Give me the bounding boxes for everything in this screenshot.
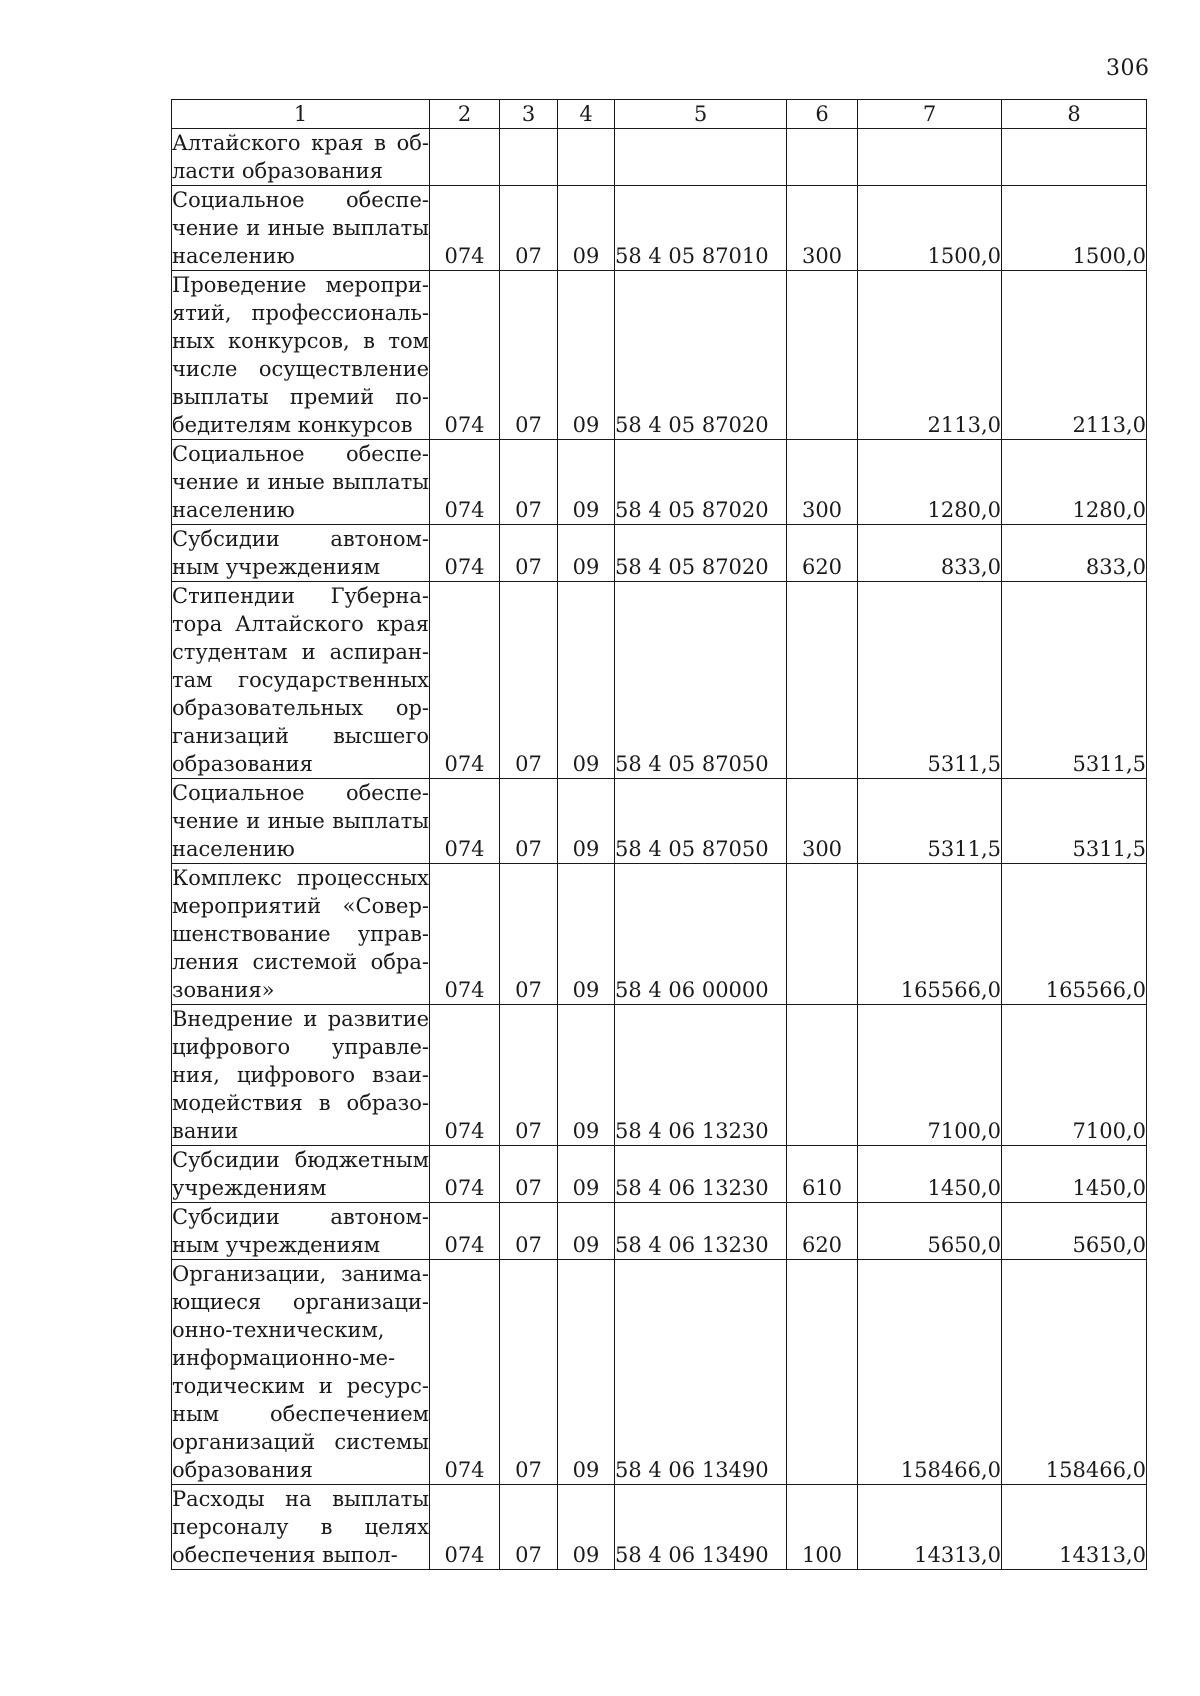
header-col-5: 5: [615, 100, 787, 129]
row-name-line: Алтайского края в об-: [172, 131, 429, 155]
table-row: [172, 1485, 1147, 1570]
row-col7-cell: 5650,0: [858, 1203, 1002, 1260]
row-col6-cell: 300: [787, 186, 858, 271]
row-col2-cell: 074: [430, 525, 500, 582]
row-name-line: персоналу в целях: [172, 1515, 429, 1539]
row-col6-cell: 610: [787, 1146, 858, 1203]
row-name-line: ным учреждениям: [172, 1233, 381, 1257]
table-row: [172, 1260, 1147, 1485]
row-col8-cell: 14313,0: [1002, 1485, 1147, 1570]
row-col4-cell: 09: [558, 1485, 615, 1570]
row-col6-cell: 620: [787, 1203, 858, 1260]
row-col7-cell: [858, 129, 1002, 186]
row-col7-cell: 1500,0: [858, 186, 1002, 271]
row-col2-cell: 074: [430, 1260, 500, 1485]
row-col6-cell: [787, 271, 858, 440]
row-name-line: населению: [172, 244, 295, 268]
row-name-line: чение и иные выплаты: [172, 216, 429, 240]
row-name-line: студентам и аспиран-: [172, 640, 429, 664]
row-name-cell: [172, 779, 430, 864]
row-name-line: чение и иные выплаты: [172, 470, 429, 494]
row-col5-cell: 58 4 06 13230: [615, 1203, 787, 1260]
row-col4-cell: 09: [558, 271, 615, 440]
row-name-line: Внедрение и развитие: [172, 1007, 429, 1031]
row-col5-cell: 58 4 05 87020: [615, 525, 787, 582]
row-col3-cell: 07: [500, 582, 558, 779]
row-col4-cell: 09: [558, 186, 615, 271]
row-name-line: Субсидии автоном-: [172, 1205, 429, 1229]
row-name-line: тодическим и ресурс-: [172, 1374, 429, 1398]
table-row: [172, 1146, 1147, 1203]
row-name-line: чение и иные выплаты: [172, 809, 429, 833]
row-col7-cell: 833,0: [858, 525, 1002, 582]
row-col3-cell: 07: [500, 1146, 558, 1203]
row-col2-cell: 074: [430, 1203, 500, 1260]
row-name-line: Организации, занима-: [172, 1262, 429, 1286]
row-name-line: обеспечения выпол-: [172, 1543, 398, 1567]
row-name-line: Расходы на выплаты: [172, 1487, 429, 1511]
row-name-line: выплаты премий по-: [172, 385, 429, 409]
row-name-cell: [172, 1260, 430, 1485]
row-col2-cell: 074: [430, 186, 500, 271]
table-row: [172, 582, 1147, 779]
row-col7-cell: 7100,0: [858, 1005, 1002, 1146]
row-name-cell: [172, 271, 430, 440]
row-name-line: Социальное обеспе-: [172, 442, 429, 466]
row-col4-cell: 09: [558, 864, 615, 1005]
row-col8-cell: 165566,0: [1002, 864, 1147, 1005]
row-col7-cell: 158466,0: [858, 1260, 1002, 1485]
row-col2-cell: 074: [430, 440, 500, 525]
row-col2-cell: 074: [430, 1146, 500, 1203]
row-name-line: учреждениям: [172, 1176, 327, 1200]
row-name-line: Социальное обеспе-: [172, 188, 429, 212]
row-name-line: тора Алтайского края: [172, 612, 429, 636]
row-col2-cell: 074: [430, 1485, 500, 1570]
row-col5-cell: [615, 129, 787, 186]
row-col3-cell: 07: [500, 271, 558, 440]
row-name-line: цифрового управле-: [172, 1035, 429, 1059]
row-col6-cell: [787, 1005, 858, 1146]
row-col8-cell: 1450,0: [1002, 1146, 1147, 1203]
row-name-cell: [172, 440, 430, 525]
row-col6-cell: 620: [787, 525, 858, 582]
row-name-line: населению: [172, 498, 295, 522]
row-col4-cell: 09: [558, 779, 615, 864]
table-row: [172, 1005, 1147, 1146]
row-name-line: Социальное обеспе-: [172, 781, 429, 805]
row-col3-cell: 07: [500, 1203, 558, 1260]
row-col7-cell: 1450,0: [858, 1146, 1002, 1203]
row-name-cell: [172, 1485, 430, 1570]
row-col8-cell: [1002, 129, 1147, 186]
row-col3-cell: 07: [500, 1260, 558, 1485]
row-col2-cell: 074: [430, 1005, 500, 1146]
row-name-line: информационно-ме-: [172, 1346, 396, 1370]
row-col4-cell: 09: [558, 582, 615, 779]
row-col6-cell: [787, 864, 858, 1005]
row-col8-cell: 7100,0: [1002, 1005, 1147, 1146]
row-name-line: ятий, профессиональ-: [172, 301, 429, 325]
row-col3-cell: 07: [500, 525, 558, 582]
table-row: [172, 864, 1147, 1005]
row-name-line: ным обеспечением: [172, 1402, 429, 1426]
row-col7-cell: 1280,0: [858, 440, 1002, 525]
row-col5-cell: 58 4 06 00000: [615, 864, 787, 1005]
row-name-cell: [172, 1146, 430, 1203]
budget-table: [171, 99, 1147, 1570]
row-name-line: ния, цифрового взаи-: [172, 1063, 429, 1087]
row-col8-cell: 158466,0: [1002, 1260, 1147, 1485]
header-col-3: 3: [500, 100, 558, 129]
row-col3-cell: 07: [500, 440, 558, 525]
row-col2-cell: 074: [430, 779, 500, 864]
row-col6-cell: 100: [787, 1485, 858, 1570]
row-name-line: образования: [172, 752, 313, 776]
header-col-8: 8: [1002, 100, 1147, 129]
row-name-cell: [172, 186, 430, 271]
row-name-line: Стипендии Губерна-: [172, 584, 429, 608]
row-col6-cell: [787, 129, 858, 186]
row-col8-cell: 833,0: [1002, 525, 1147, 582]
row-col5-cell: 58 4 06 13230: [615, 1005, 787, 1146]
table-row: [172, 271, 1147, 440]
row-col6-cell: [787, 582, 858, 779]
row-col3-cell: 07: [500, 186, 558, 271]
row-name-line: шенствование управ-: [172, 922, 429, 946]
row-col8-cell: 5311,5: [1002, 779, 1147, 864]
row-col4-cell: 09: [558, 525, 615, 582]
row-name-line: числе осуществление: [172, 357, 429, 381]
row-col4-cell: 09: [558, 1146, 615, 1203]
row-name-cell: [172, 525, 430, 582]
table-header-row: [172, 100, 1147, 129]
row-col2-cell: 074: [430, 864, 500, 1005]
row-col7-cell: 5311,5: [858, 779, 1002, 864]
row-col2-cell: [430, 129, 500, 186]
row-col3-cell: [500, 129, 558, 186]
row-col2-cell: 074: [430, 582, 500, 779]
row-col5-cell: 58 4 05 87050: [615, 779, 787, 864]
row-name-line: Комплекс процессных: [172, 866, 429, 890]
row-col4-cell: [558, 129, 615, 186]
row-col4-cell: 09: [558, 440, 615, 525]
row-col5-cell: 58 4 05 87050: [615, 582, 787, 779]
row-name-line: ных конкурсов, в том: [172, 329, 429, 353]
header-col-6: 6: [787, 100, 858, 129]
table-row: [172, 186, 1147, 271]
row-col8-cell: 5650,0: [1002, 1203, 1147, 1260]
row-col8-cell: 5311,5: [1002, 582, 1147, 779]
row-col3-cell: 07: [500, 1005, 558, 1146]
row-name-line: модействия в образо-: [172, 1091, 429, 1115]
row-name-line: онно-техническим,: [172, 1318, 385, 1342]
row-col5-cell: 58 4 06 13490: [615, 1485, 787, 1570]
row-col5-cell: 58 4 05 87010: [615, 186, 787, 271]
row-name-line: ления системой обра-: [172, 950, 429, 974]
row-name-cell: [172, 1005, 430, 1146]
row-col3-cell: 07: [500, 779, 558, 864]
row-name-line: ганизаций высшего: [172, 724, 429, 748]
row-name-line: образования: [172, 1458, 313, 1482]
row-col4-cell: 09: [558, 1203, 615, 1260]
row-col2-cell: 074: [430, 271, 500, 440]
row-name-line: ласти образования: [172, 159, 383, 183]
row-col6-cell: 300: [787, 779, 858, 864]
row-col7-cell: 5311,5: [858, 582, 1002, 779]
row-name-cell: [172, 864, 430, 1005]
row-col3-cell: 07: [500, 864, 558, 1005]
header-col-2: 2: [430, 100, 500, 129]
row-name-line: Субсидии бюджетным: [172, 1148, 429, 1172]
page-number: 306: [1106, 56, 1150, 81]
row-name-line: ным учреждениям: [172, 555, 381, 579]
row-name-line: образовательных ор-: [172, 696, 429, 720]
row-col4-cell: 09: [558, 1260, 615, 1485]
row-col7-cell: 165566,0: [858, 864, 1002, 1005]
row-name-line: зования»: [172, 978, 275, 1002]
row-col6-cell: [787, 1260, 858, 1485]
row-name-line: населению: [172, 837, 295, 861]
row-col5-cell: 58 4 06 13490: [615, 1260, 787, 1485]
row-name-line: бедителям конкурсов: [172, 413, 413, 437]
row-col8-cell: 1500,0: [1002, 186, 1147, 271]
table-row: [172, 129, 1147, 186]
row-name-line: там государственных: [172, 668, 429, 692]
row-col5-cell: 58 4 05 87020: [615, 271, 787, 440]
row-name-line: Субсидии автоном-: [172, 527, 429, 551]
row-col7-cell: 14313,0: [858, 1485, 1002, 1570]
row-name-cell: [172, 582, 430, 779]
row-col4-cell: 09: [558, 1005, 615, 1146]
row-name-line: мероприятий «Совер-: [172, 894, 429, 918]
table-row: [172, 1203, 1147, 1260]
row-name-line: ющиеся организаци-: [172, 1290, 429, 1314]
row-col5-cell: 58 4 06 13230: [615, 1146, 787, 1203]
table-row: [172, 525, 1147, 582]
row-name-line: Проведение меропри-: [172, 273, 429, 297]
table-row: [172, 440, 1147, 525]
table-body: [172, 129, 1147, 1570]
row-name-line: вании: [172, 1119, 239, 1143]
row-name-cell: [172, 129, 430, 186]
row-col5-cell: 58 4 05 87020: [615, 440, 787, 525]
row-col6-cell: 300: [787, 440, 858, 525]
row-col8-cell: 1280,0: [1002, 440, 1147, 525]
row-col3-cell: 07: [500, 1485, 558, 1570]
header-col-7: 7: [858, 100, 1002, 129]
row-name-cell: [172, 1203, 430, 1260]
row-col8-cell: 2113,0: [1002, 271, 1147, 440]
header-col-4: 4: [558, 100, 615, 129]
table-row: [172, 779, 1147, 864]
header-col-1: 1: [172, 100, 430, 129]
row-name-line: организаций системы: [172, 1430, 429, 1454]
row-col7-cell: 2113,0: [858, 271, 1002, 440]
